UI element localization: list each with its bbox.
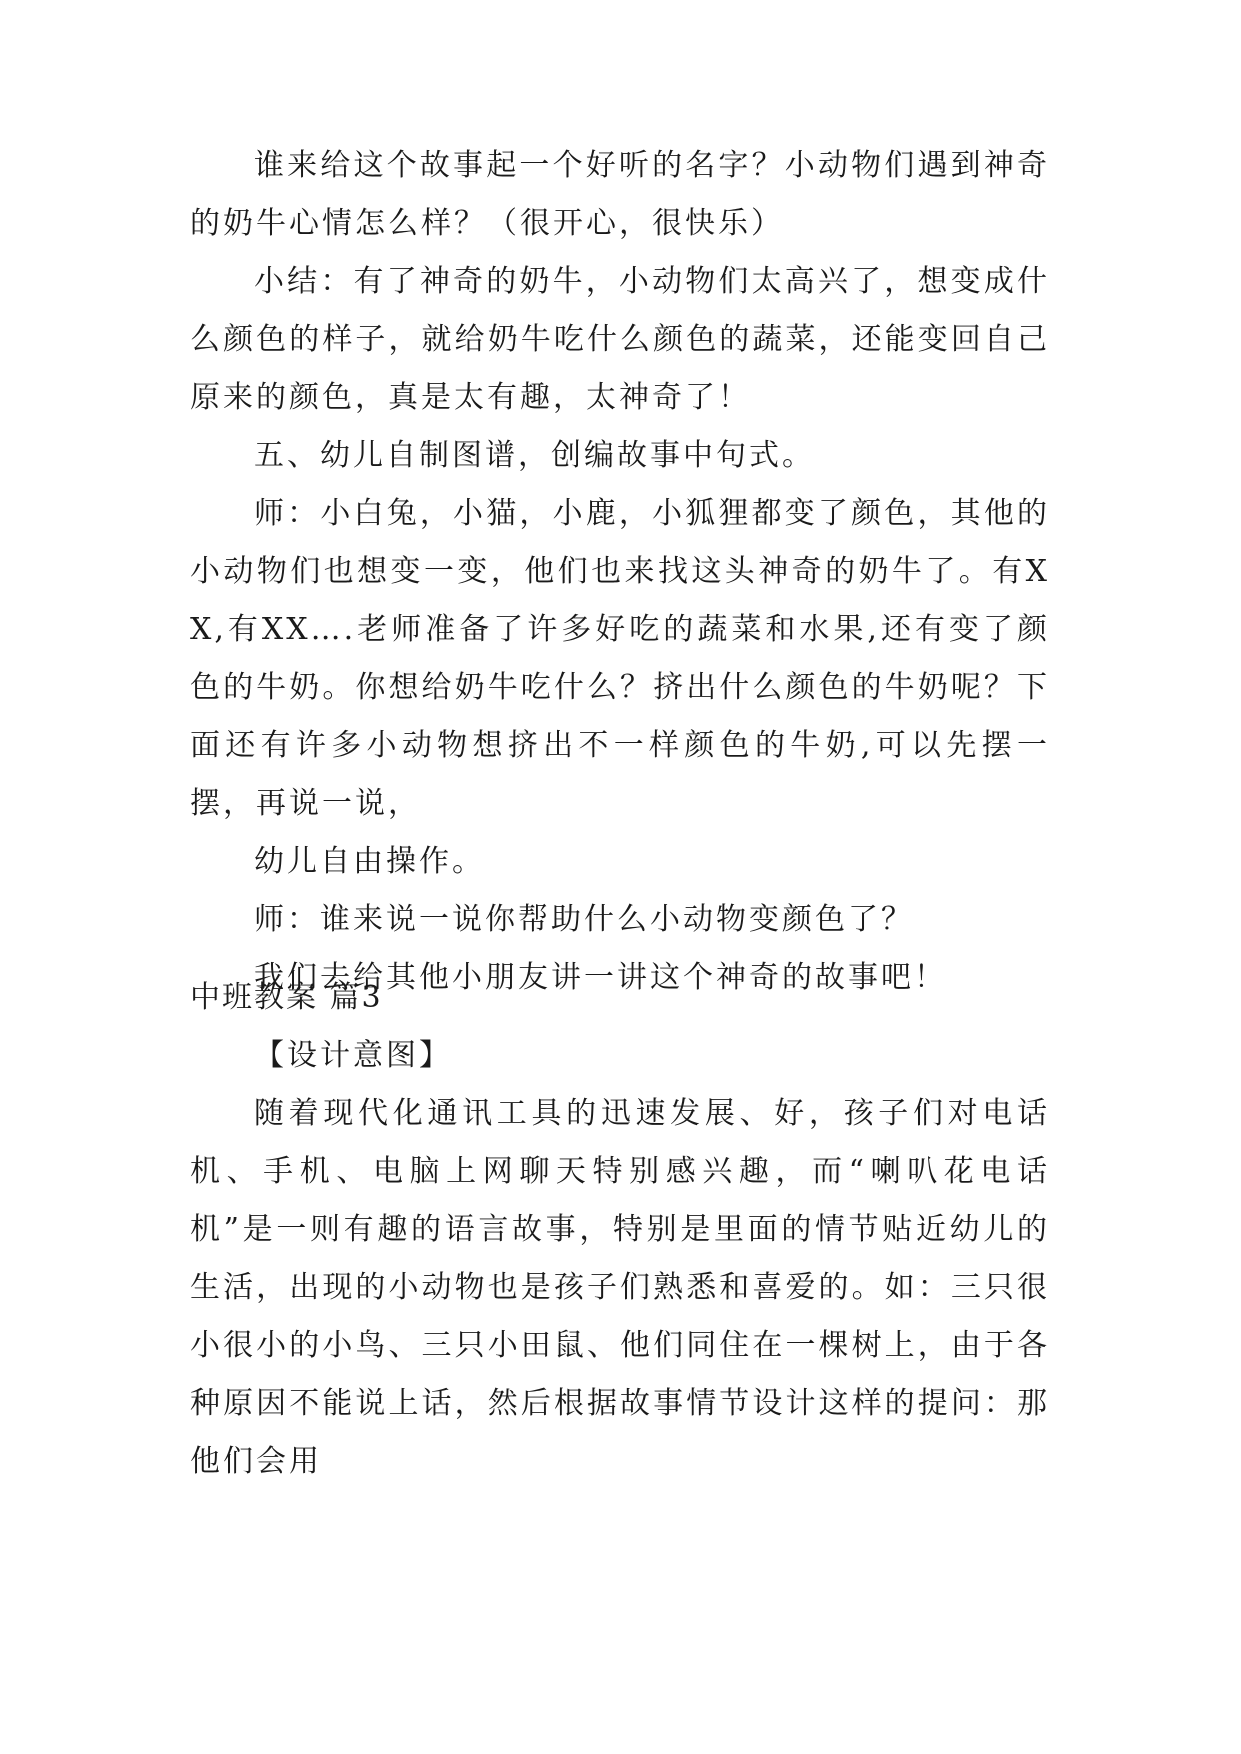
lesson-plan-section [190, 969, 1050, 1491]
paragraph-step-five: 五、幼儿自制图谱，创编故事中句式。 [254, 438, 815, 473]
paragraph-question: 谁来给这个故事起一个好听的名字？小动物们遇到神奇的奶牛心情怎么样？（很开心，很快乐） [190, 148, 1050, 241]
paragraph-design-intent: 随着现代化通讯工具的迅速发展、好，孩子们对电话机、手机、电脑上网聊天特别感兴趣，而“喇叭花电话机”是一则有趣的语言故事，特别是里面的情节贴近幼儿的生活，出现的小动物也是孩子们熟悉和喜爱的。如：三只很小很小的小鸟、三只小田鼠、他们同住在一棵树上，由于各种原因不能说上话，然后根据故事情节设计这样的提问：那他们会用 [190, 1096, 1050, 1479]
paragraph-teacher-prompt: 师：小白兔，小猫，小鹿，小狐狸都变了颜色，其他的小动物们也想变一变，他们也来找这头神奇的奶牛了。有XX,有XX….老师准备了许多好吃的蔬菜和水果,还有变了颜色的牛奶。你想给奶牛吃什么？挤出什么颜色的牛奶呢？下面还有许多小动物想挤出不一样颜色的牛奶,可以先摆一摆，再说一说， [190, 496, 1050, 821]
design-intent-heading: 【设计意图】 [254, 1038, 452, 1073]
paragraph-summary: 小结：有了神奇的奶牛，小动物们太高兴了，想变成什么颜色的样子，就给奶牛吃什么颜色的蔬菜，还能变回自己原来的颜色，真是太有趣，太神奇了！ [190, 264, 1050, 415]
story-section [190, 137, 1050, 1007]
paragraph-closing: 我们去给其他小朋友讲一讲这个神奇的故事吧！ [254, 960, 947, 995]
paragraph-free-operation: 幼儿自由操作。 [254, 844, 485, 879]
section-title: 中班教案 篇3 [190, 980, 383, 1015]
paragraph-teacher-question: 师：谁来说一说你帮助什么小动物变颜色了？ [254, 902, 914, 937]
